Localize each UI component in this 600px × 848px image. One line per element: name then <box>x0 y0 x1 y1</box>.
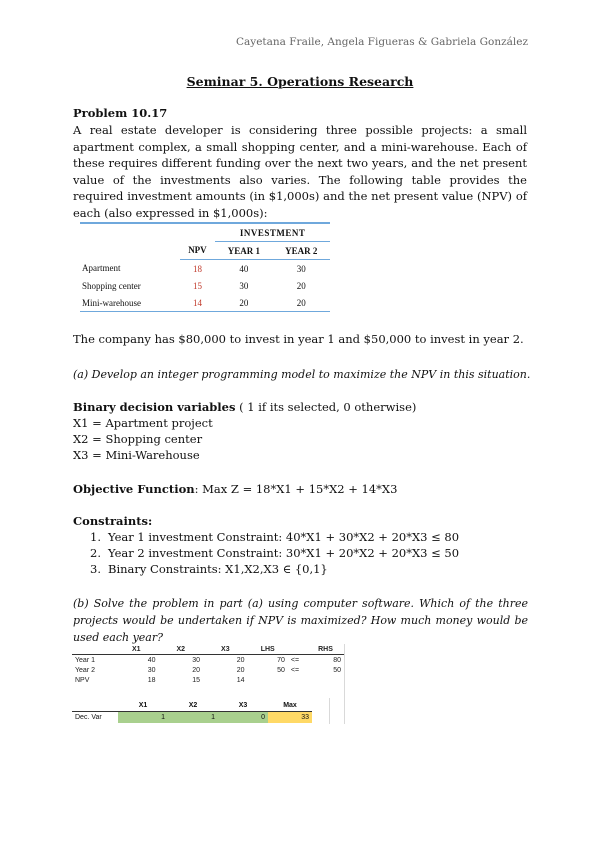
constraints-heading: Constraints: <box>73 514 153 528</box>
sheet-header: X1 <box>114 644 159 655</box>
decision-cell-x1: 1 <box>118 712 168 724</box>
sheet-cell: 20 <box>192 666 201 674</box>
decision-cell-x3: 0 <box>218 712 268 724</box>
investment-group-header: INVESTMENT <box>215 224 330 242</box>
sheet-cell: 40 <box>147 656 156 664</box>
table-cell: Shopping center <box>82 280 141 291</box>
table-row <box>80 294 330 312</box>
sheet-cell <box>288 644 307 655</box>
table-row <box>72 655 344 666</box>
variable-x1: X1 = Apartment project <box>73 416 213 430</box>
header-authors: Cayetana Fraile, Angela Figueras & Gabriela González <box>235 36 528 48</box>
binary-vars-note: ( 1 if its selected, 0 otherwise) <box>235 400 417 414</box>
sheet-header: Max <box>268 700 312 712</box>
sheet-header: X3 <box>203 644 248 655</box>
part-a-question: (a) Develop an integer programming model to maximize the NPV in this situation. <box>73 368 531 381</box>
sheet-header: LHS <box>248 644 288 655</box>
constraint-item: 3. Binary Constraints: X1,X2,X3 ∈ {0,1} <box>90 562 328 576</box>
problem-text: A real estate developer is considering three possible projects: a small apartment complex, a small shopping center, and a mini-warehouse. Each of these requires different funding over the next two years, and the net present value of the investments also varies. The following table provides the required investment amounts (in $1,000s) and the net present value (NPV) of each (also expressed in $1,000s): <box>73 123 527 220</box>
table-col-header: YEAR 2 <box>273 242 330 260</box>
binary-vars-label: Binary decision variables <box>73 400 236 414</box>
max-value-cell: 33 <box>268 712 312 724</box>
sheet-cell <box>248 675 288 685</box>
sheet-cell: 14 <box>236 676 245 684</box>
sheet-cell: 20 <box>236 666 245 674</box>
table-cell: 40 <box>239 263 249 274</box>
constraint-item: 2. Year 2 investment Constraint: 30*X1 + 20*X2 + 20*X3 ≤ 50 <box>90 546 460 560</box>
table-cell: 20 <box>239 297 249 308</box>
sheet-header: RHS <box>307 644 344 655</box>
table-cell: Mini-warehouse <box>82 297 141 308</box>
objective-function <box>73 482 397 496</box>
page-title: Seminar 5. Operations Research <box>186 74 414 89</box>
sheet-cell: 18 <box>147 676 156 684</box>
solver-sheet-decision <box>72 700 312 723</box>
sheet-cell: 20 <box>236 656 245 664</box>
variable-x3: X3 = Mini-Warehouse <box>73 448 200 462</box>
objective-expression: : Max Z = 18*X1 + 15*X2 + 14*X3 <box>194 482 398 496</box>
budget-text: The company has $80,000 to invest in year 1 and $50,000 to invest in year 2. <box>73 332 524 346</box>
sheet-gridline <box>329 698 330 724</box>
sheet-header: X1 <box>118 700 168 712</box>
sheet-cell: Year 1 <box>75 656 95 664</box>
table-cell: 20 <box>296 297 306 308</box>
table-col-header: NPV <box>180 242 216 260</box>
table-cell: Apartment <box>82 263 121 274</box>
sheet-cell: 50 <box>277 666 285 674</box>
sheet-cell: 30 <box>147 666 156 674</box>
sheet-header: X2 <box>168 700 218 712</box>
sheet-cell: NPV <box>75 676 90 684</box>
sheet-cell <box>288 675 307 685</box>
table-row <box>72 665 344 675</box>
sheet-cell: 70 <box>277 656 285 664</box>
sheet-cell: Dec. Var <box>75 714 102 721</box>
objective-label: Objective Function <box>73 482 195 496</box>
decision-cell-x2: 1 <box>168 712 218 724</box>
problem-heading: Problem 10.17 <box>73 106 168 120</box>
table-row <box>72 712 312 724</box>
sheet-header: X3 <box>218 700 268 712</box>
solver-sheet-constraints <box>72 644 344 685</box>
table-cell: 18 <box>192 263 202 274</box>
variable-x2: X2 = Shopping center <box>73 432 203 446</box>
sheet-cell <box>307 675 344 685</box>
table-cell: 15 <box>192 280 202 291</box>
sheet-cell: 80 <box>333 656 341 664</box>
part-b-question: (b) Solve the problem in part (a) using computer software. Which of the three projects would be undertaken if NPV is maximized? How much money would be used each year? <box>73 597 528 644</box>
sheet-cell: 15 <box>192 676 201 684</box>
sheet-cell <box>72 644 114 655</box>
sheet-gridline <box>344 644 345 724</box>
sheet-cell <box>72 700 118 712</box>
constraint-item: 1. Year 1 investment Constraint: 40*X1 + 30*X2 + 20*X3 ≤ 80 <box>90 530 460 544</box>
table-cell: 14 <box>192 297 202 308</box>
table-cell: 30 <box>239 280 249 291</box>
sheet-cell: <= <box>290 666 300 674</box>
table-cell: 20 <box>296 280 306 291</box>
npv-investment-table <box>80 222 330 312</box>
binary-vars-heading <box>73 400 416 414</box>
table-col-header: YEAR 1 <box>215 242 272 260</box>
sheet-cell: 50 <box>333 666 341 674</box>
table-col-header <box>80 242 180 260</box>
sheet-cell: 30 <box>192 656 201 664</box>
table-row <box>72 675 344 685</box>
table-row <box>80 277 330 294</box>
table-cell: 30 <box>296 263 306 274</box>
table-row <box>80 260 330 278</box>
sheet-cell: <= <box>290 656 300 664</box>
sheet-header: X2 <box>159 644 204 655</box>
sheet-cell: Year 2 <box>75 666 95 674</box>
